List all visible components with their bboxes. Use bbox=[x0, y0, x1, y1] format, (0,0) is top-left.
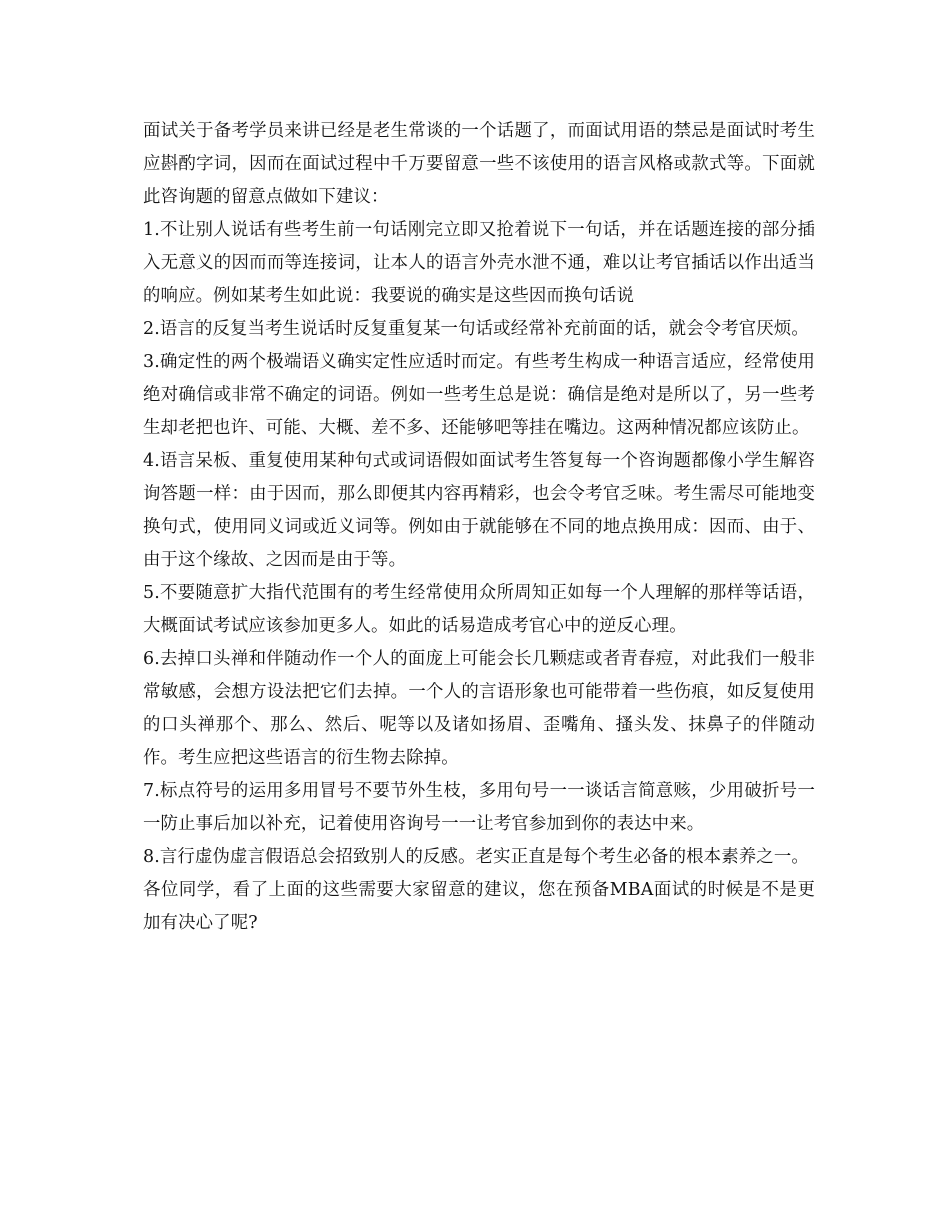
tip-4-paragraph: 4.语言呆板、重复使用某种句式或词语假如面试考生答复每一个咨询题都像小学生解咨询答题一样：由于因而，那么即便其内容再精彩，也会令考官乏味。考生需尽可能地变换句式，使用同义词或近义词等。例如由于就能够在不同的地点换用成：因而、由于、由于这个缘故、之因而是由于等。 bbox=[143, 451, 815, 570]
tip-2-paragraph: 2.语言的反复当考生说话时反复重复某一句话或经常补充前面的话，就会令考官厌烦。 bbox=[143, 319, 809, 339]
document-body bbox=[143, 115, 815, 940]
closing-paragraph: 各位同学，看了上面的这些需要大家留意的建议，您在预备MBA面试的时候是不是更加有决心了呢? bbox=[143, 880, 815, 933]
intro-paragraph: 面试关于备考学员来讲已经是老生常谈的一个话题了，而面试用语的禁忌是面试时考生应斟酌字词，因而在面试过程中千万要留意一些不该使用的语言风格或款式等。下面就此咨询题的留意点做如下建议： bbox=[143, 121, 815, 207]
tip-6-paragraph: 6.去掉口头禅和伴随动作一个人的面庞上可能会长几颗痣或者青春痘，对此我们一般非常敏感，会想方设法把它们去掉。一个人的言语形象也可能带着一些伤痕，如反复使用的口头禅那个、那么、然后、呢等以及诸如扬眉、歪嘴角、搔头发、抹鼻子的伴随动作。考生应把这些语言的衍生物去除掉。 bbox=[143, 649, 815, 768]
tip-5-paragraph: 5.不要随意扩大指代范围有的考生经常使用众所周知正如每一个人理解的那样等话语，大概面试考试应该参加更多人。如此的话易造成考官心中的逆反心理。 bbox=[143, 583, 815, 636]
tip-7-paragraph: 7.标点符号的运用多用冒号不要节外生枝，多用句号一一谈话言简意赅，少用破折号一一防止事后加以补充，记着使用咨询号一一让考官参加到你的表达中来。 bbox=[143, 781, 815, 834]
tip-3-paragraph: 3.确定性的两个极端语义确实定性应适时而定。有些考生构成一种语言适应，经常使用绝对确信或非常不确定的词语。例如一些考生总是说：确信是绝对是所以了，另一些考生却老把也许、可能、大概、差不多、还能够吧等挂在嘴边。这两种情况都应该防止。 bbox=[143, 352, 815, 438]
tip-1-paragraph: 1.不让别人说话有些考生前一句话刚完立即又抢着说下一句话，并在话题连接的部分插入无意义的因而而等连接词，让本人的语言外壳水泄不通，难以让考官插话以作出适当的响应。例如某考生如此说：我要说的确实是这些因而换句话说 bbox=[143, 220, 815, 306]
tip-8-paragraph: 8.言行虚伪虚言假语总会招致别人的反感。老实正直是每个考生必备的根本素养之一。 bbox=[143, 847, 809, 867]
